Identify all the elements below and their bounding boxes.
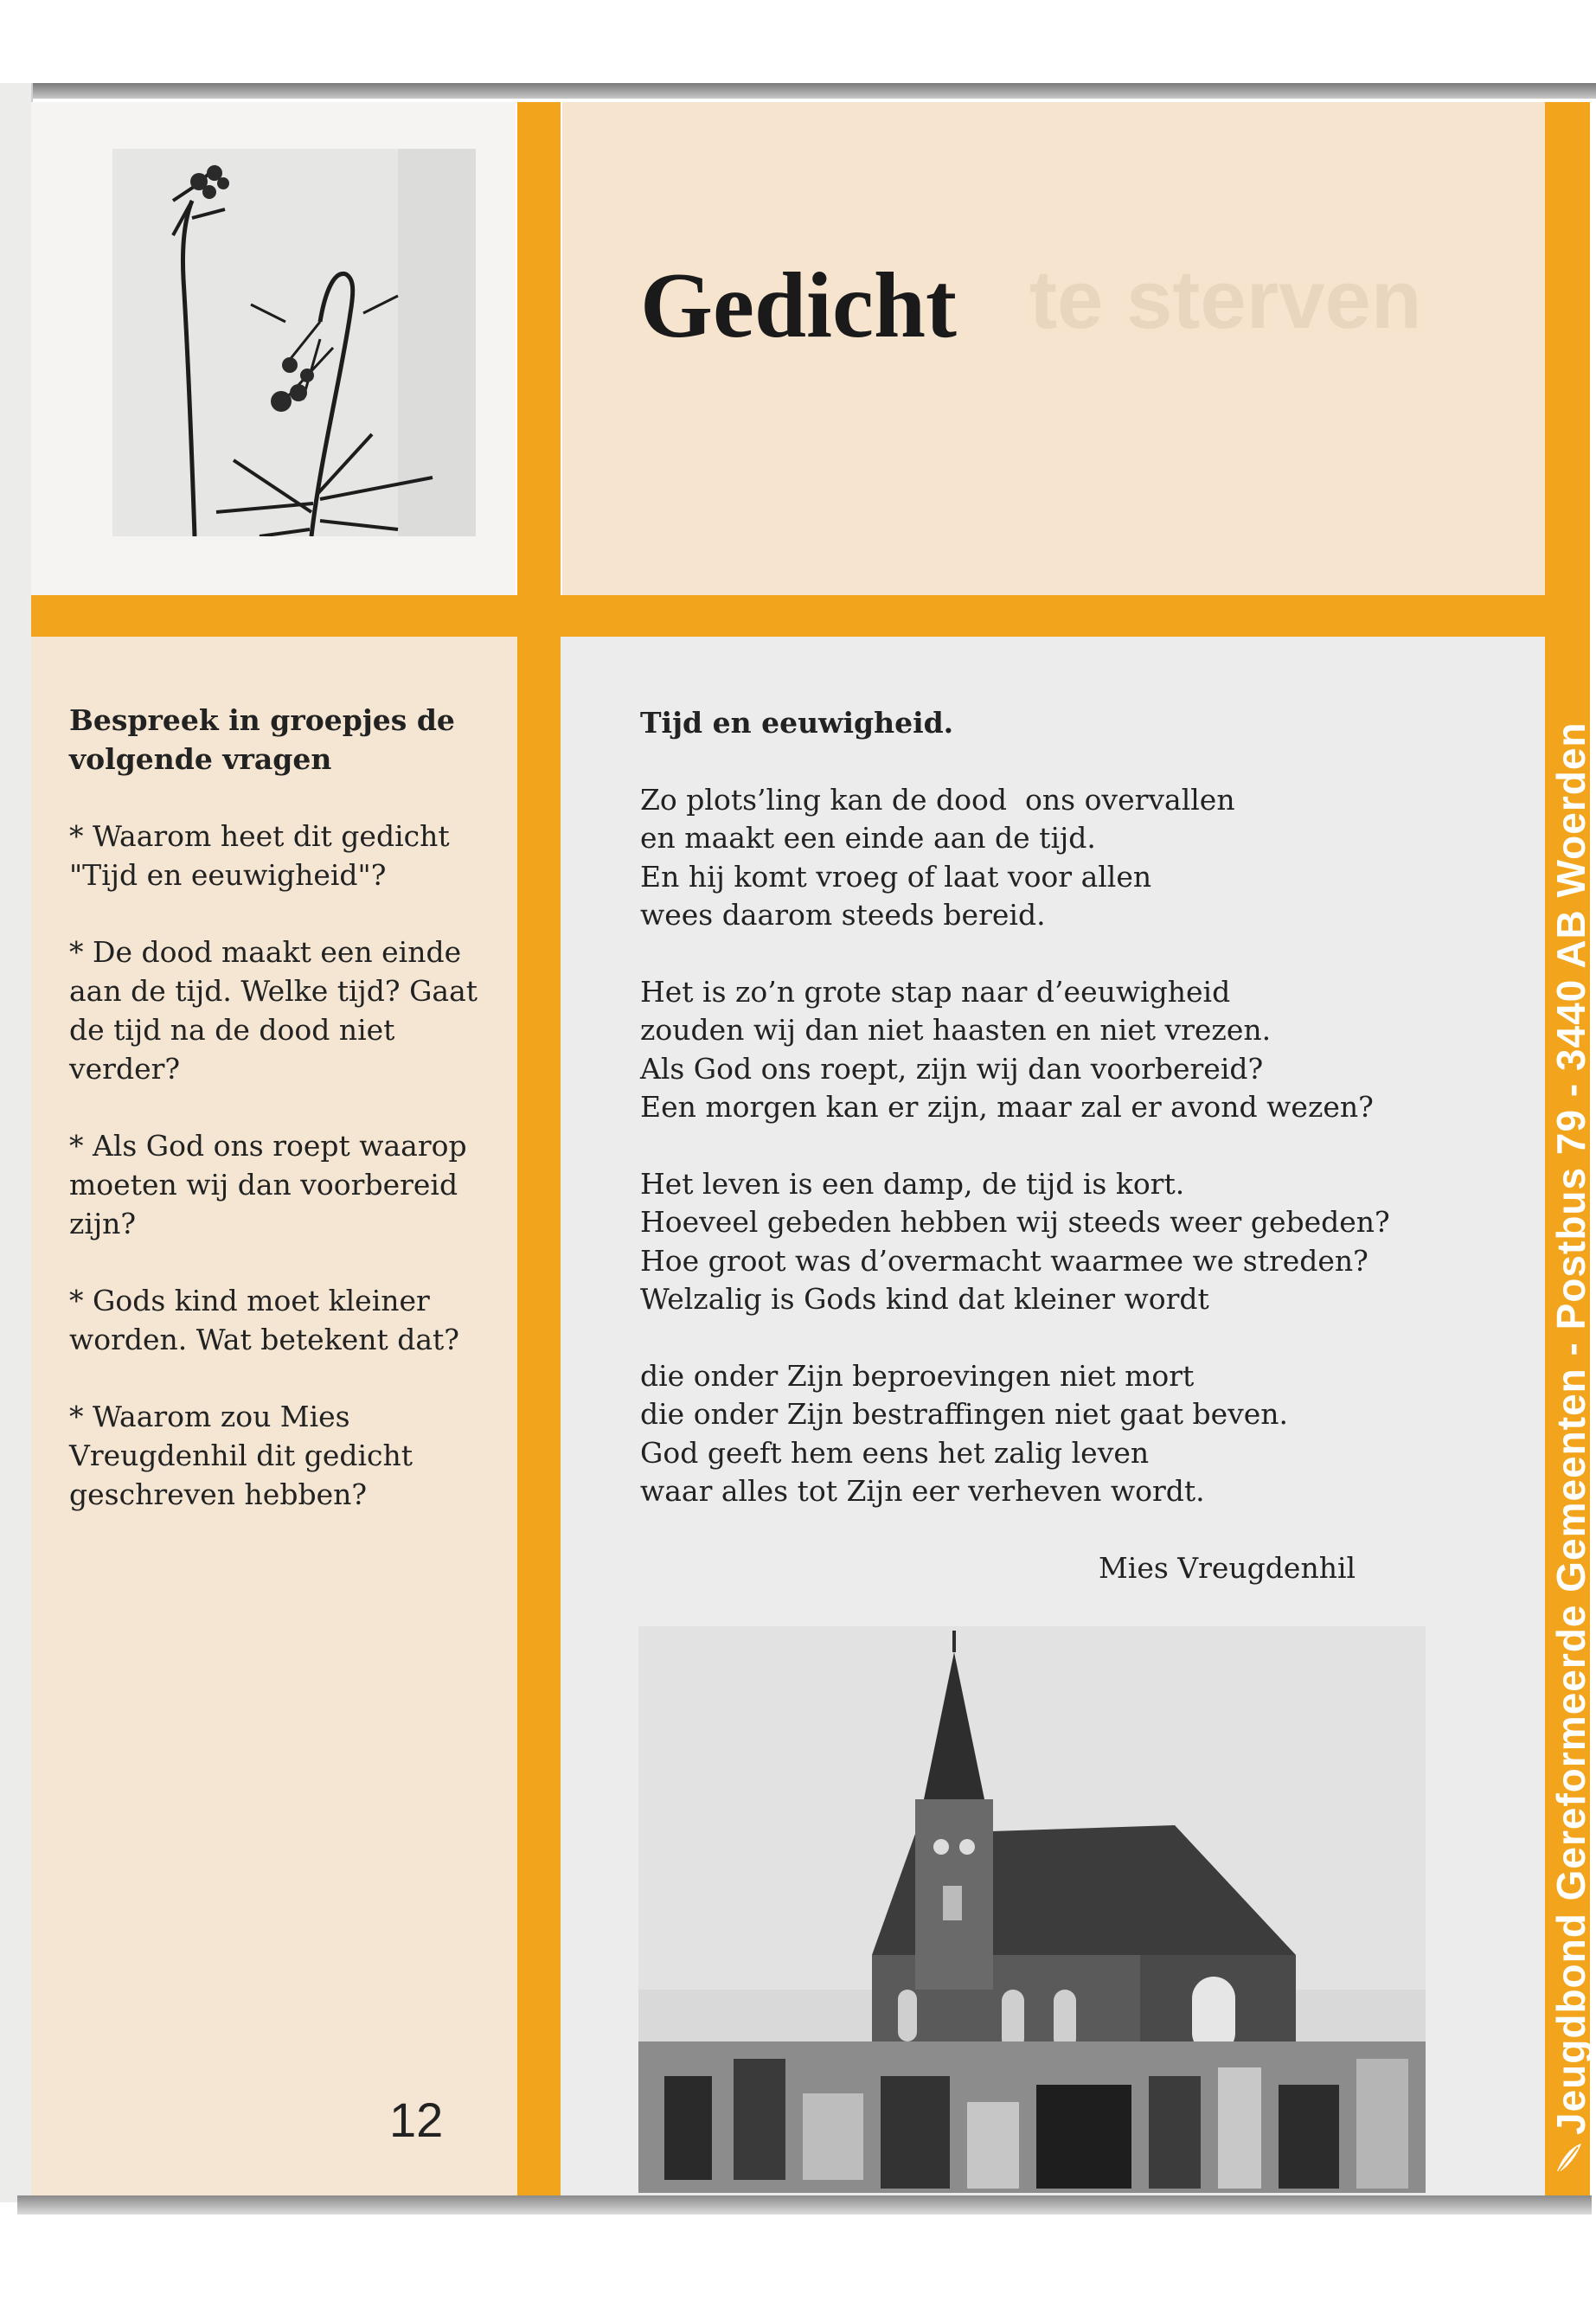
question-item: * Waarom zou Mies Vreugdenhil dit gedicht geschreven hebben? bbox=[69, 1400, 413, 1511]
poem-line: Het leven is een damp, de tijd is kort. bbox=[640, 1166, 1185, 1201]
poem-line: En hij komt vroeg of laat voor allen bbox=[640, 859, 1152, 894]
poem-line: die onder Zijn bestraffingen niet gaat beven. bbox=[640, 1397, 1289, 1431]
church-photo bbox=[638, 1626, 1426, 2193]
poem-line: Het is zo’n grote stap naar d’eeuwigheid bbox=[640, 974, 1231, 1009]
poem-author: Mies Vreugdenhil bbox=[1099, 1550, 1356, 1585]
poem-line: waar alles tot Zijn eer verheven wordt. bbox=[640, 1474, 1205, 1508]
show-through-text: te sterven bbox=[1029, 253, 1422, 346]
poem-line: God geeft hem eens het zalig leven bbox=[640, 1435, 1150, 1470]
poem-line: zouden wij dan niet haasten en niet vrezen. bbox=[640, 1013, 1272, 1047]
poem-stanza bbox=[640, 781, 1471, 935]
poem-line: Zo plots’ling kan de dood ons overvallen bbox=[640, 782, 1235, 817]
question-item: * Als God ons roept waarop moeten wij dan voorbereid zijn? bbox=[69, 1129, 467, 1240]
question-item: * De dood maakt een einde aan de tijd. Welke tijd? Gaat de tijd na de dood niet verder? bbox=[69, 935, 478, 1086]
poem-stanza bbox=[640, 1357, 1471, 1511]
page-number: 12 bbox=[389, 2093, 444, 2147]
questions-heading: Bespreek in groepjes de volgende vragen bbox=[69, 703, 455, 776]
page-left-edge bbox=[0, 83, 33, 2202]
poem-stanza bbox=[640, 973, 1471, 1127]
poem-stanza bbox=[640, 1165, 1471, 1319]
poem-line: die onder Zijn beproevingen niet mort bbox=[640, 1358, 1195, 1393]
poem-line: Hoeveel gebeden hebben wij steeds weer gebeden? bbox=[640, 1205, 1390, 1239]
top-edge-shadow bbox=[0, 83, 1596, 99]
poem-line: Hoe groot was d’overmacht waarmee we streden? bbox=[640, 1243, 1368, 1278]
poem-line: en maakt een einde aan de tijd. bbox=[640, 821, 1096, 855]
poem-title: Tijd en eeuwigheid. bbox=[640, 706, 954, 740]
orange-horizontal-bar bbox=[31, 595, 1545, 637]
discussion-questions bbox=[69, 701, 502, 1552]
question-item: * Waarom heet dit gedicht "Tijd en eeuwigheid"? bbox=[69, 819, 450, 892]
poem-line: Als God ons roept, zijn wij dan voorbereid? bbox=[640, 1051, 1264, 1086]
bottom-edge-shadow bbox=[17, 2195, 1592, 2214]
page-title: Gedicht bbox=[640, 254, 957, 357]
poem-line: Een morgen kan er zijn, maar zal er avond wezen? bbox=[640, 1090, 1374, 1124]
plant-photo bbox=[112, 149, 476, 536]
poem-line: Welzalig is Gods kind dat kleiner wordt bbox=[640, 1282, 1209, 1316]
feather-logo-icon bbox=[1554, 2140, 1585, 2175]
orange-vertical-bar bbox=[517, 102, 561, 2195]
side-banner-text: Jeugdbond Gereformeerde Gemeenten - Postbus 79 - 3440 AB Woerden bbox=[1548, 721, 1593, 2135]
question-item: * Gods kind moet kleiner worden. Wat betekent dat? bbox=[69, 1284, 459, 1356]
poem bbox=[640, 704, 1471, 1587]
poem-line: wees daarom steeds bereid. bbox=[640, 898, 1046, 932]
